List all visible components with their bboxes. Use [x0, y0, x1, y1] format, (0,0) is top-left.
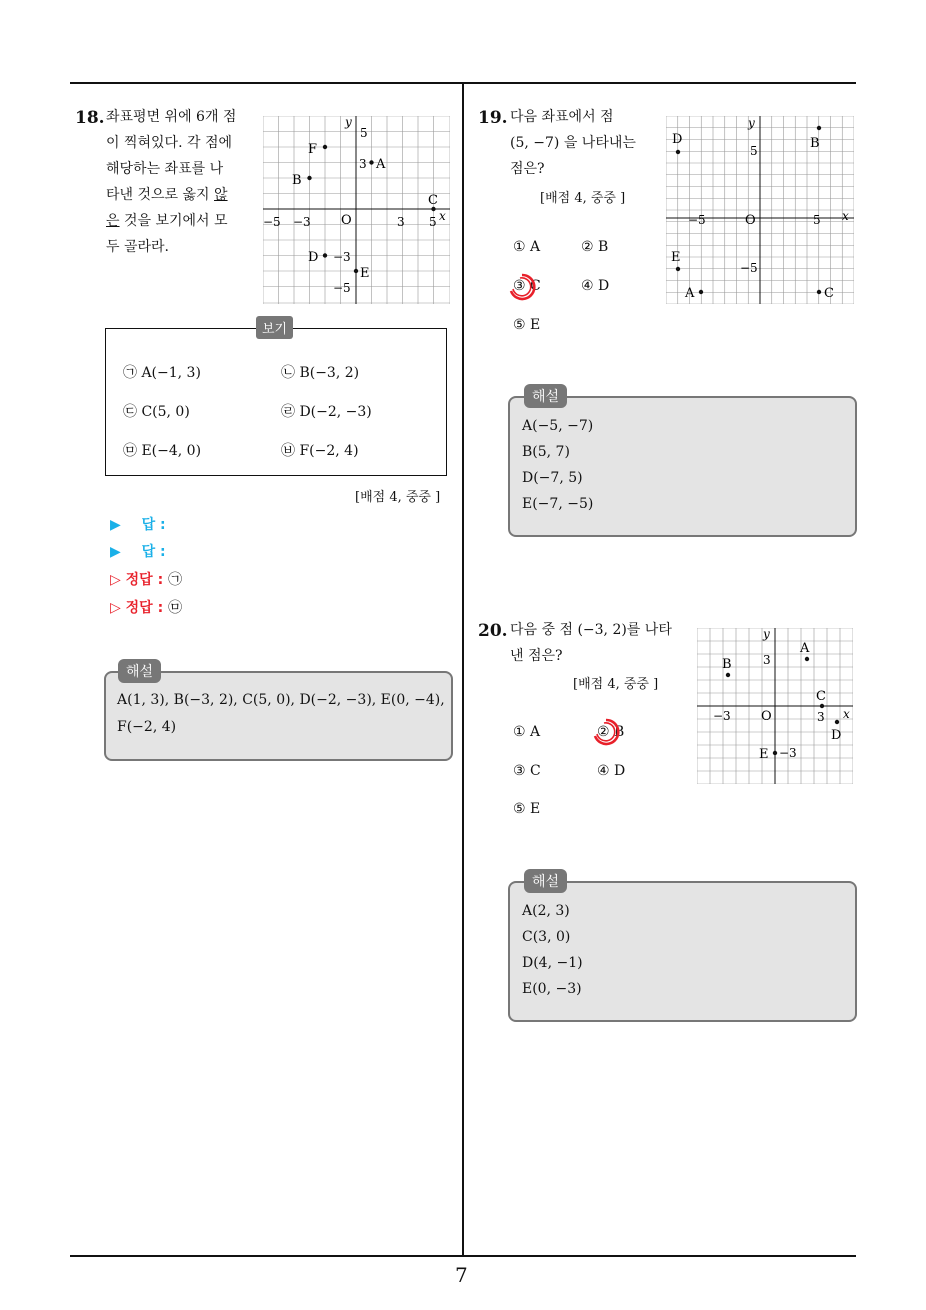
q18-tick-label: −3	[333, 250, 351, 264]
q19-tick-label: −5	[688, 213, 706, 227]
q19-tick-label: 5	[813, 213, 821, 227]
svg-text:D: D	[831, 728, 842, 743]
play-arrow-icon: ▶	[110, 517, 121, 533]
q19-choice-4[interactable]: ④ D	[581, 278, 610, 294]
q20-explanation-line: C(3, 0)	[522, 929, 571, 945]
svg-text:E: E	[360, 266, 370, 281]
q18-tick-label: −3	[293, 215, 311, 229]
correct-line-2	[110, 597, 182, 617]
correct-line-1	[110, 569, 182, 589]
svg-text:C: C	[816, 689, 826, 704]
q18-point-C	[428, 193, 438, 211]
q18-text-line: 두 골라라.	[106, 239, 169, 255]
q20-choice-3[interactable]: ③ C	[513, 763, 541, 779]
correct-value: ㉤	[168, 600, 183, 616]
q18-point-A	[369, 157, 386, 172]
q19-meta: [배점 4, 중중 ]	[540, 191, 626, 206]
bogi-item: ㉡ B(−3, 2)	[281, 365, 360, 381]
svg-text:A: A	[685, 286, 695, 301]
q19-point-A	[684, 286, 703, 301]
q19-choice-2[interactable]: ② B	[581, 239, 609, 255]
answer-label: 답 :	[141, 544, 166, 560]
correct-label: 정답 :	[125, 572, 164, 588]
outline-arrow-icon: ▷	[110, 600, 121, 616]
q18-text-line: 은 것을 보기에서 모	[106, 213, 228, 229]
q19-point-B	[810, 126, 821, 151]
q20-text	[510, 617, 690, 669]
q19-explanation-line: D(−7, 5)	[522, 470, 583, 486]
q19-tick-label: 5	[750, 144, 758, 158]
bogi-item: ㉢ C(5, 0)	[123, 404, 190, 420]
bogi-item: ㉠ A(−1, 3)	[123, 365, 201, 381]
q20-choice-5[interactable]: ⑤ E	[513, 801, 541, 817]
q20-origin-label: O	[761, 709, 772, 724]
q19-coordinate-graph	[666, 116, 854, 304]
q18-axis-x-label: x	[439, 209, 446, 223]
column-divider	[462, 82, 464, 1256]
q19-point-E	[671, 250, 681, 271]
q19-text-line: 점은?	[510, 161, 545, 177]
q20-point-B	[722, 657, 732, 677]
correct-label: 정답 :	[125, 600, 164, 616]
q18-text-line: 해당하는 좌표를 나	[106, 161, 224, 177]
q20-axis-y-label: y	[763, 628, 770, 641]
q18-text-line: 이 찍혀있다. 각 점에	[106, 135, 232, 151]
q19-point-C	[817, 286, 834, 301]
q20-meta: [배점 4, 중중 ]	[573, 677, 659, 692]
svg-text:E: E	[759, 747, 769, 762]
page-number: 7	[455, 1263, 468, 1287]
bogi-item: ㉣ D(−2, −3)	[281, 404, 372, 420]
q19-point-D	[672, 132, 682, 154]
q20-choice-4[interactable]: ④ D	[597, 763, 626, 779]
q20-text-line: 다음 중 점 (−3, 2)를 나타	[510, 622, 672, 638]
q19-choice-5[interactable]: ⑤ E	[513, 317, 541, 333]
q20-selected-circle-mark	[591, 717, 621, 747]
q19-explanation-line: B(5, 7)	[522, 444, 570, 460]
svg-text:F: F	[308, 142, 318, 157]
q20-tick-label: −3	[779, 746, 797, 760]
q18-text-line: 좌표평면 위에 6개 점	[106, 109, 237, 125]
q20-explanation-line: D(4, −1)	[522, 955, 583, 971]
q20-tick-label: −3	[713, 709, 731, 723]
svg-text:D: D	[308, 250, 319, 265]
q18-tick-label: 3	[397, 215, 405, 229]
svg-text:C: C	[824, 286, 834, 301]
answer-line-2	[110, 541, 166, 561]
q19-axis-y-label: y	[748, 116, 755, 130]
q20-text-line: 낸 점은?	[510, 648, 563, 664]
bogi-item: ㉥ F(−2, 4)	[281, 443, 359, 459]
svg-text:B: B	[722, 657, 732, 672]
svg-text:B: B	[292, 173, 302, 188]
q18-tick-label: −5	[333, 281, 351, 295]
outline-arrow-icon: ▷	[110, 572, 121, 588]
q19-choice-3[interactable]: ③ C	[513, 278, 541, 294]
q19-number: 19.	[478, 108, 508, 128]
q20-choice-1[interactable]: ① A	[513, 724, 541, 740]
q20-explanation-line: E(0, −3)	[522, 981, 582, 997]
q20-point-E	[759, 747, 777, 762]
correct-value: ㉠	[168, 572, 183, 588]
q18-text-line	[106, 182, 256, 208]
q19-tick-label: −5	[740, 261, 758, 275]
q19-choice-1[interactable]: ① A	[513, 239, 541, 255]
q20-choice-2[interactable]: ② B	[597, 724, 625, 740]
q18-tick-label: −5	[263, 215, 281, 229]
q20-point-A	[799, 641, 810, 661]
q18-number: 18.	[75, 108, 105, 128]
q19-selected-circle-mark	[507, 272, 537, 302]
q20-coordinate-graph	[697, 628, 853, 784]
q20-tick-label: 3	[763, 653, 771, 667]
q18-bogi-tag: 보기	[256, 316, 293, 339]
q19-explanation-tag: 해설	[524, 384, 567, 408]
q20-axis-x-label: x	[843, 707, 850, 721]
q18-text-line-3: 타낸 것으로 옳지 않	[106, 187, 228, 203]
svg-text:A: A	[800, 641, 810, 656]
q18-coordinate-graph	[263, 116, 450, 304]
q18-explanation-line: A(1, 3), B(−3, 2), C(5, 0), D(−2, −3), E(0, −4),	[117, 692, 445, 708]
q19-explanation-line: A(−5, −7)	[522, 418, 594, 434]
q19-axis-x-label: x	[842, 209, 849, 223]
bogi-item: ㉤ E(−4, 0)	[123, 443, 202, 459]
answer-line-1	[110, 514, 166, 534]
svg-text:B: B	[810, 136, 820, 151]
q20-explanation-line: A(2, 3)	[522, 903, 570, 919]
q19-explanation-line: E(−7, −5)	[522, 496, 594, 512]
q20-number: 20.	[478, 621, 508, 641]
q20-tick-label: 3	[817, 710, 825, 724]
q18-explanation-tag: 해설	[118, 659, 161, 683]
q20-point-C	[816, 689, 826, 708]
q20-explanation-tag: 해설	[524, 869, 567, 893]
q19-origin-label: O	[745, 213, 756, 228]
q18-tick-label: 5	[360, 126, 368, 140]
q18-text	[106, 104, 256, 260]
bottom-rule	[70, 1255, 856, 1257]
q18-point-F	[308, 142, 327, 157]
svg-text:E: E	[671, 250, 681, 265]
q18-explanation-line: F(−2, 4)	[117, 719, 177, 735]
play-arrow-icon: ▶	[110, 544, 121, 560]
q18-origin-label: O	[341, 213, 352, 228]
q18-tick-label: 5	[429, 215, 437, 229]
q18-point-D	[308, 250, 327, 265]
q18-explanation-box	[104, 671, 453, 761]
q19-text-line: (5, −7) 을 나타내는	[510, 135, 636, 151]
svg-text:A: A	[376, 157, 386, 172]
svg-text:C: C	[428, 193, 438, 208]
q19-text	[510, 104, 650, 182]
answer-label: 답 :	[141, 517, 166, 533]
q19-text-line: 다음 좌표에서 점	[510, 109, 614, 125]
q18-point-B	[292, 173, 312, 188]
q18-tick-label: 3	[359, 157, 367, 171]
svg-text:D: D	[672, 132, 683, 147]
q18-axis-y-label: y	[345, 116, 352, 129]
q18-meta: [배점 4, 중중 ]	[355, 490, 441, 505]
